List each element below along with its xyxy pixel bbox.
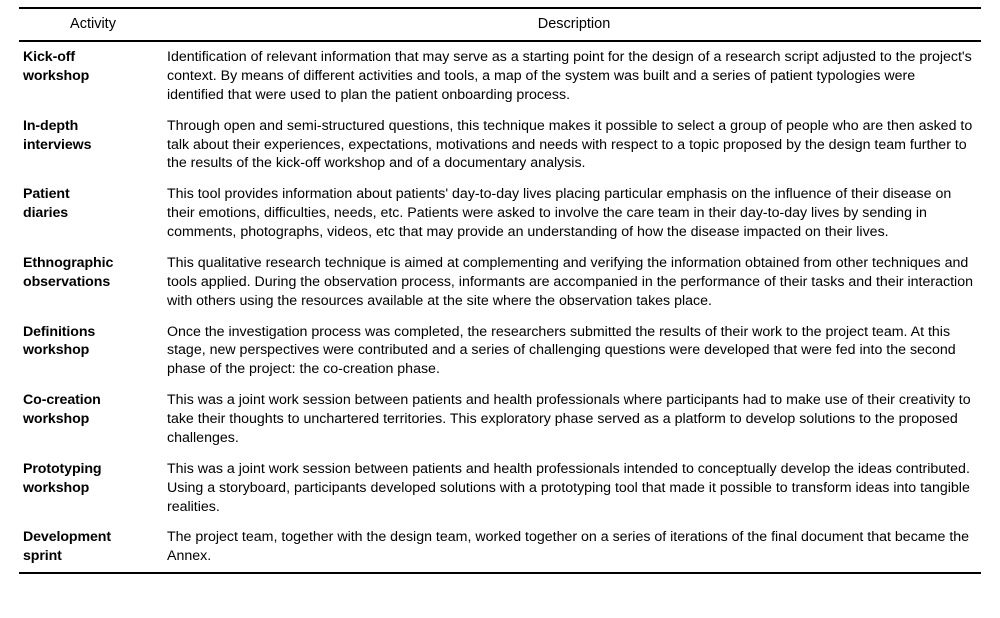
table-row xyxy=(19,179,981,248)
activity-name-line1: Kick-off xyxy=(23,49,76,65)
activity-name-line2: workshop xyxy=(23,479,90,496)
activity-name xyxy=(19,179,167,248)
activity-description: This tool provides information about patients' day-to-day lives placing particular emphasis on the influence of their disease on their emotions, difficulties, needs, etc. Patients were asked to involve the care team in their day-to-day lives by sending in comments, photographs, videos, etc that may provide an understanding of how the disease impacted on their lives. xyxy=(167,186,952,240)
activity-description: The project team, together with the design team, worked together on a series of iterations of the final document that became the Annex. xyxy=(167,529,970,565)
activity-name xyxy=(19,248,167,317)
column-header-description: Description xyxy=(167,9,981,41)
activity-name-line1: Patient xyxy=(23,186,70,203)
activity-name-line2: workshop xyxy=(23,67,90,84)
column-header-activity: Activity xyxy=(19,9,167,41)
activity-name-line2: workshop xyxy=(23,411,90,427)
activity-name-line1: Co-creation xyxy=(23,392,101,409)
activity-name-line2: sprint xyxy=(23,548,62,565)
activity-name xyxy=(19,522,167,573)
activity-name xyxy=(19,41,167,111)
activity-description: This qualitative research technique is aimed at complementing and verifying the information obtained from other techniques and tools applied. During the observation process, informants are accompanied in the performance of their tasks and their interaction with others using the resources available at the site where the observation takes place. xyxy=(167,254,973,309)
activity-description: This was a joint work session between patients and health professionals where participants had to make use of their creativity to take their thoughts to unchartered territories. This exploratory phase served as a platform to develop solutions to the proposed challenges. xyxy=(167,392,971,446)
table-row xyxy=(19,111,981,180)
activity-name-line2: workshop xyxy=(23,342,90,359)
activities-table xyxy=(19,7,981,581)
activity-name-line1: Development xyxy=(23,529,111,546)
activity-name xyxy=(19,111,167,180)
table-row xyxy=(19,522,981,573)
rule-cell-right xyxy=(167,573,981,581)
activity-name-line1: In-depth xyxy=(23,117,79,134)
activity-name xyxy=(19,385,167,454)
table-header xyxy=(19,8,981,41)
rule-cell-left xyxy=(19,573,167,581)
activity-name xyxy=(19,317,167,386)
activity-description: Through open and semi-structured questions, this technique makes it possible to select a group of people who are then asked to talk about their experiences, expectations, motivations and needs with respect to a topic proposed by the design team further to the results of the kick-off workshop and of a documentary analysis. xyxy=(167,117,973,172)
activity-name-line2: observations xyxy=(23,273,111,290)
table-body xyxy=(19,41,981,581)
activity-name-line2: interviews xyxy=(23,136,92,153)
table-row xyxy=(19,41,981,111)
activity-description: This was a joint work session between patients and health professionals intended to conceptually develop the ideas contributed. Using a storyboard, participants developed solutions with a prototyping tool that made it possible to transform ideas into tangible realities. xyxy=(167,460,970,515)
table-bottom-rule xyxy=(19,573,981,581)
activity-name-line1: Ethnographic xyxy=(23,254,114,271)
table-row xyxy=(19,454,981,523)
table-row xyxy=(19,317,981,386)
activity-description: Identification of relevant information that may serve as a starting point for the design of a research script adjusted to the project's context. By means of different activities and tools, a map of the system was built and a series of patient typologies were identified that were used to plan the patient onboarding process. xyxy=(167,49,972,103)
activity-name-line1: Prototyping xyxy=(23,460,102,477)
table-container xyxy=(0,7,1000,581)
activity-name-line2: diaries xyxy=(23,205,69,222)
table-row xyxy=(19,385,981,454)
activity-name xyxy=(19,454,167,523)
header-row xyxy=(19,9,981,41)
activity-name-line1: Definitions xyxy=(23,323,96,340)
activity-description: Once the investigation process was completed, the researchers submitted the results of their work to the project team. At this stage, new perspectives were contributed and a series of challenging questions were developed that were fed into the second phase of the project: the co-creation phase. xyxy=(167,323,956,378)
table-row xyxy=(19,248,981,317)
